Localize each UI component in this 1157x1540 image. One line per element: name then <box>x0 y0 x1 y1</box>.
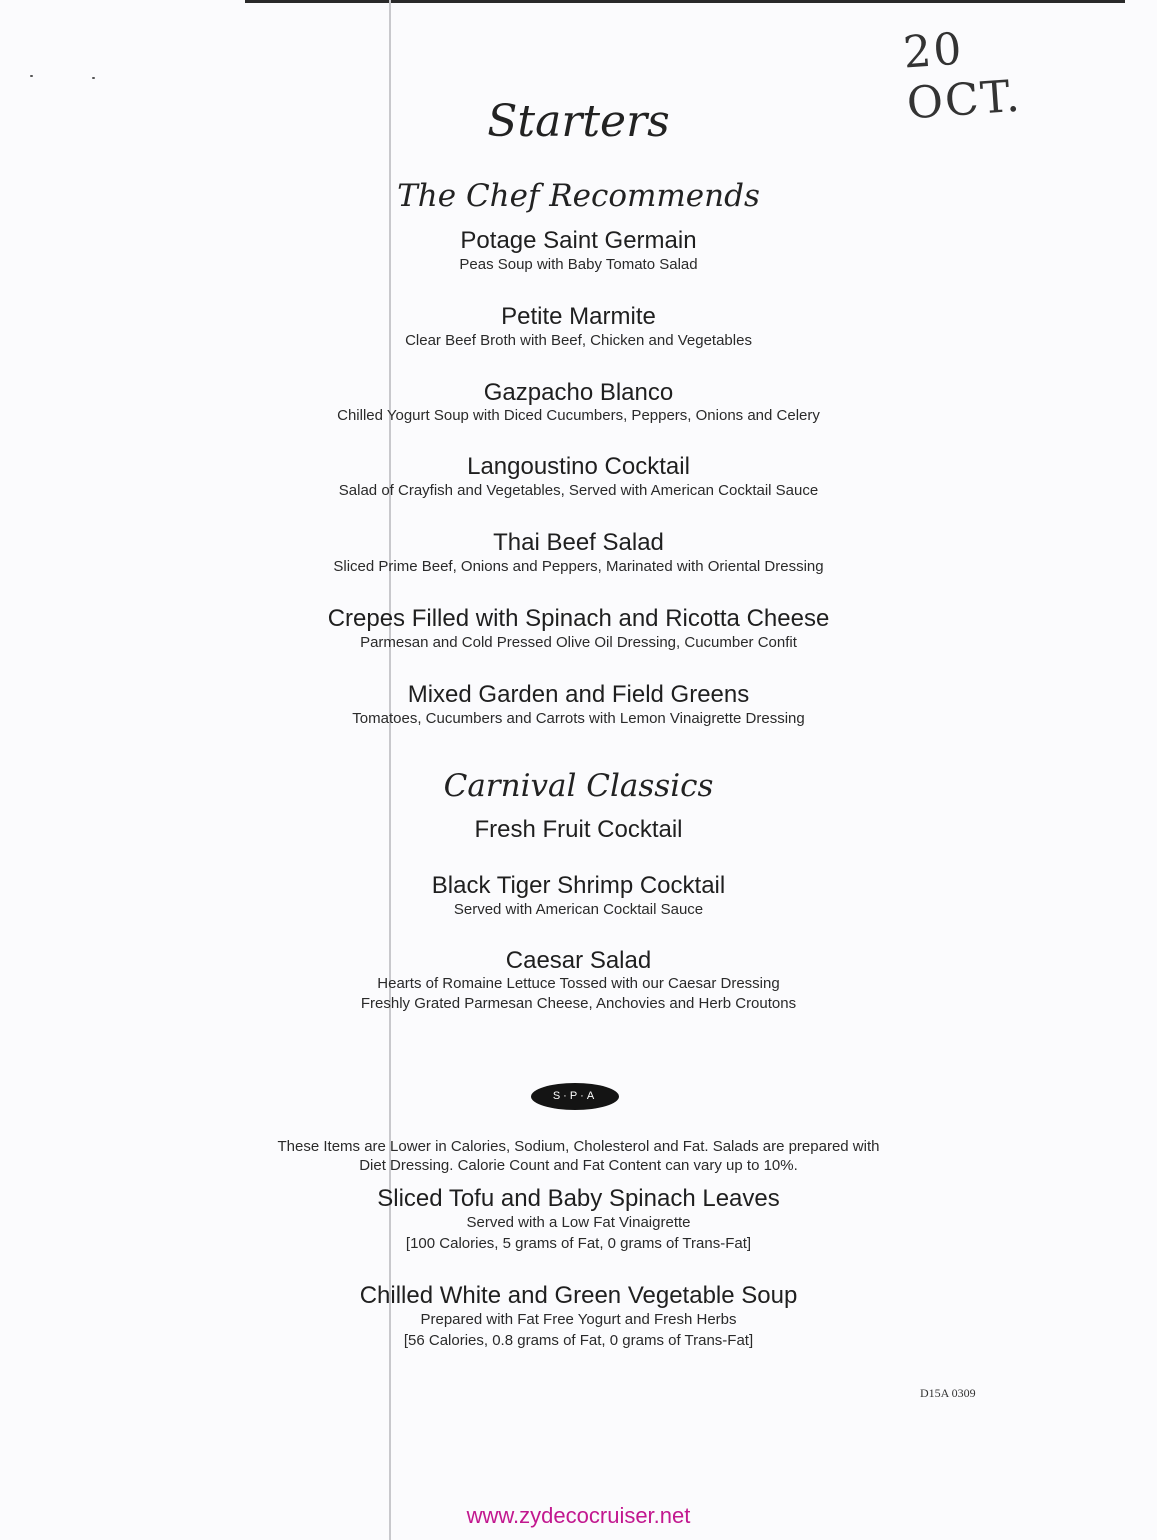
watermark-link[interactable]: www.zydecocruiser.net <box>466 1503 691 1528</box>
dish-name: Black Tiger Shrimp Cocktail <box>431 872 726 899</box>
dish-description: Served with a Low Fat Vinaigrette <box>466 1214 691 1231</box>
dish-description: Prepared with Fat Free Yogurt and Fresh Herbs <box>420 1311 737 1328</box>
menu-title: Starters <box>487 96 670 147</box>
scan-speck <box>30 75 33 77</box>
spa-logo: S·P·A <box>531 1083 619 1110</box>
nutrition-info: [100 Calories, 5 grams of Fat, 0 grams of Trans-Fat] <box>405 1235 752 1252</box>
dish-name: Potage Saint Germain <box>460 227 697 254</box>
dish-description: Parmesan and Cold Pressed Olive Oil Dressing, Cucumber Confit <box>360 634 797 651</box>
dish-description: Freshly Grated Parmesan Cheese, Anchovies and Herb Croutons <box>360 995 797 1012</box>
dish-name: Petite Marmite <box>501 303 656 330</box>
spa-note: These Items are Lower in Calories, Sodium, Cholesterol and Fat. Salads are prepared with <box>277 1138 880 1155</box>
handwritten-date-note: 20 OCT. <box>901 23 1024 130</box>
dish-description: Hearts of Romaine Lettuce Tossed with our Caesar Dressing <box>377 975 780 992</box>
dish-name: Thai Beef Salad <box>493 529 664 556</box>
carnival-classics-heading: Carnival Classics <box>443 768 714 804</box>
dish-name: Gazpacho Blanco <box>483 379 674 406</box>
spa-note: Diet Dressing. Calorie Count and Fat Content can vary up to 10%. <box>359 1157 798 1174</box>
dish-description: Clear Beef Broth with Beef, Chicken and Vegetables <box>405 332 752 349</box>
chef-recommends-heading: The Chef Recommends <box>397 178 760 214</box>
dish-description: Tomatoes, Cucumbers and Carrots with Lemon Vinaigrette Dressing <box>352 710 805 727</box>
dish-name: Fresh Fruit Cocktail <box>474 816 683 843</box>
form-code: D15A 0309 <box>920 1386 976 1400</box>
dish-description: Chilled Yogurt Soup with Diced Cucumbers, Peppers, Onions and Celery <box>337 407 820 424</box>
dish-name: Langoustino Cocktail <box>467 453 690 480</box>
dish-name: Mixed Garden and Field Greens <box>407 681 750 708</box>
scan-speck <box>92 77 95 79</box>
dish-name: Caesar Salad <box>505 947 652 974</box>
dish-name: Sliced Tofu and Baby Spinach Leaves <box>377 1185 780 1212</box>
dish-description: Sliced Prime Beef, Onions and Peppers, Marinated with Oriental Dressing <box>333 558 824 575</box>
dish-name: Crepes Filled with Spinach and Ricotta Cheese <box>327 605 830 632</box>
dish-description: Peas Soup with Baby Tomato Salad <box>459 256 698 273</box>
dish-name: Chilled White and Green Vegetable Soup <box>359 1282 798 1309</box>
top-border-rule <box>245 0 1125 3</box>
dish-description: Served with American Cocktail Sauce <box>453 901 704 918</box>
dish-description: Salad of Crayfish and Vegetables, Served with American Cocktail Sauce <box>338 482 819 499</box>
nutrition-info: [56 Calories, 0.8 grams of Fat, 0 grams of Trans-Fat] <box>403 1332 754 1349</box>
